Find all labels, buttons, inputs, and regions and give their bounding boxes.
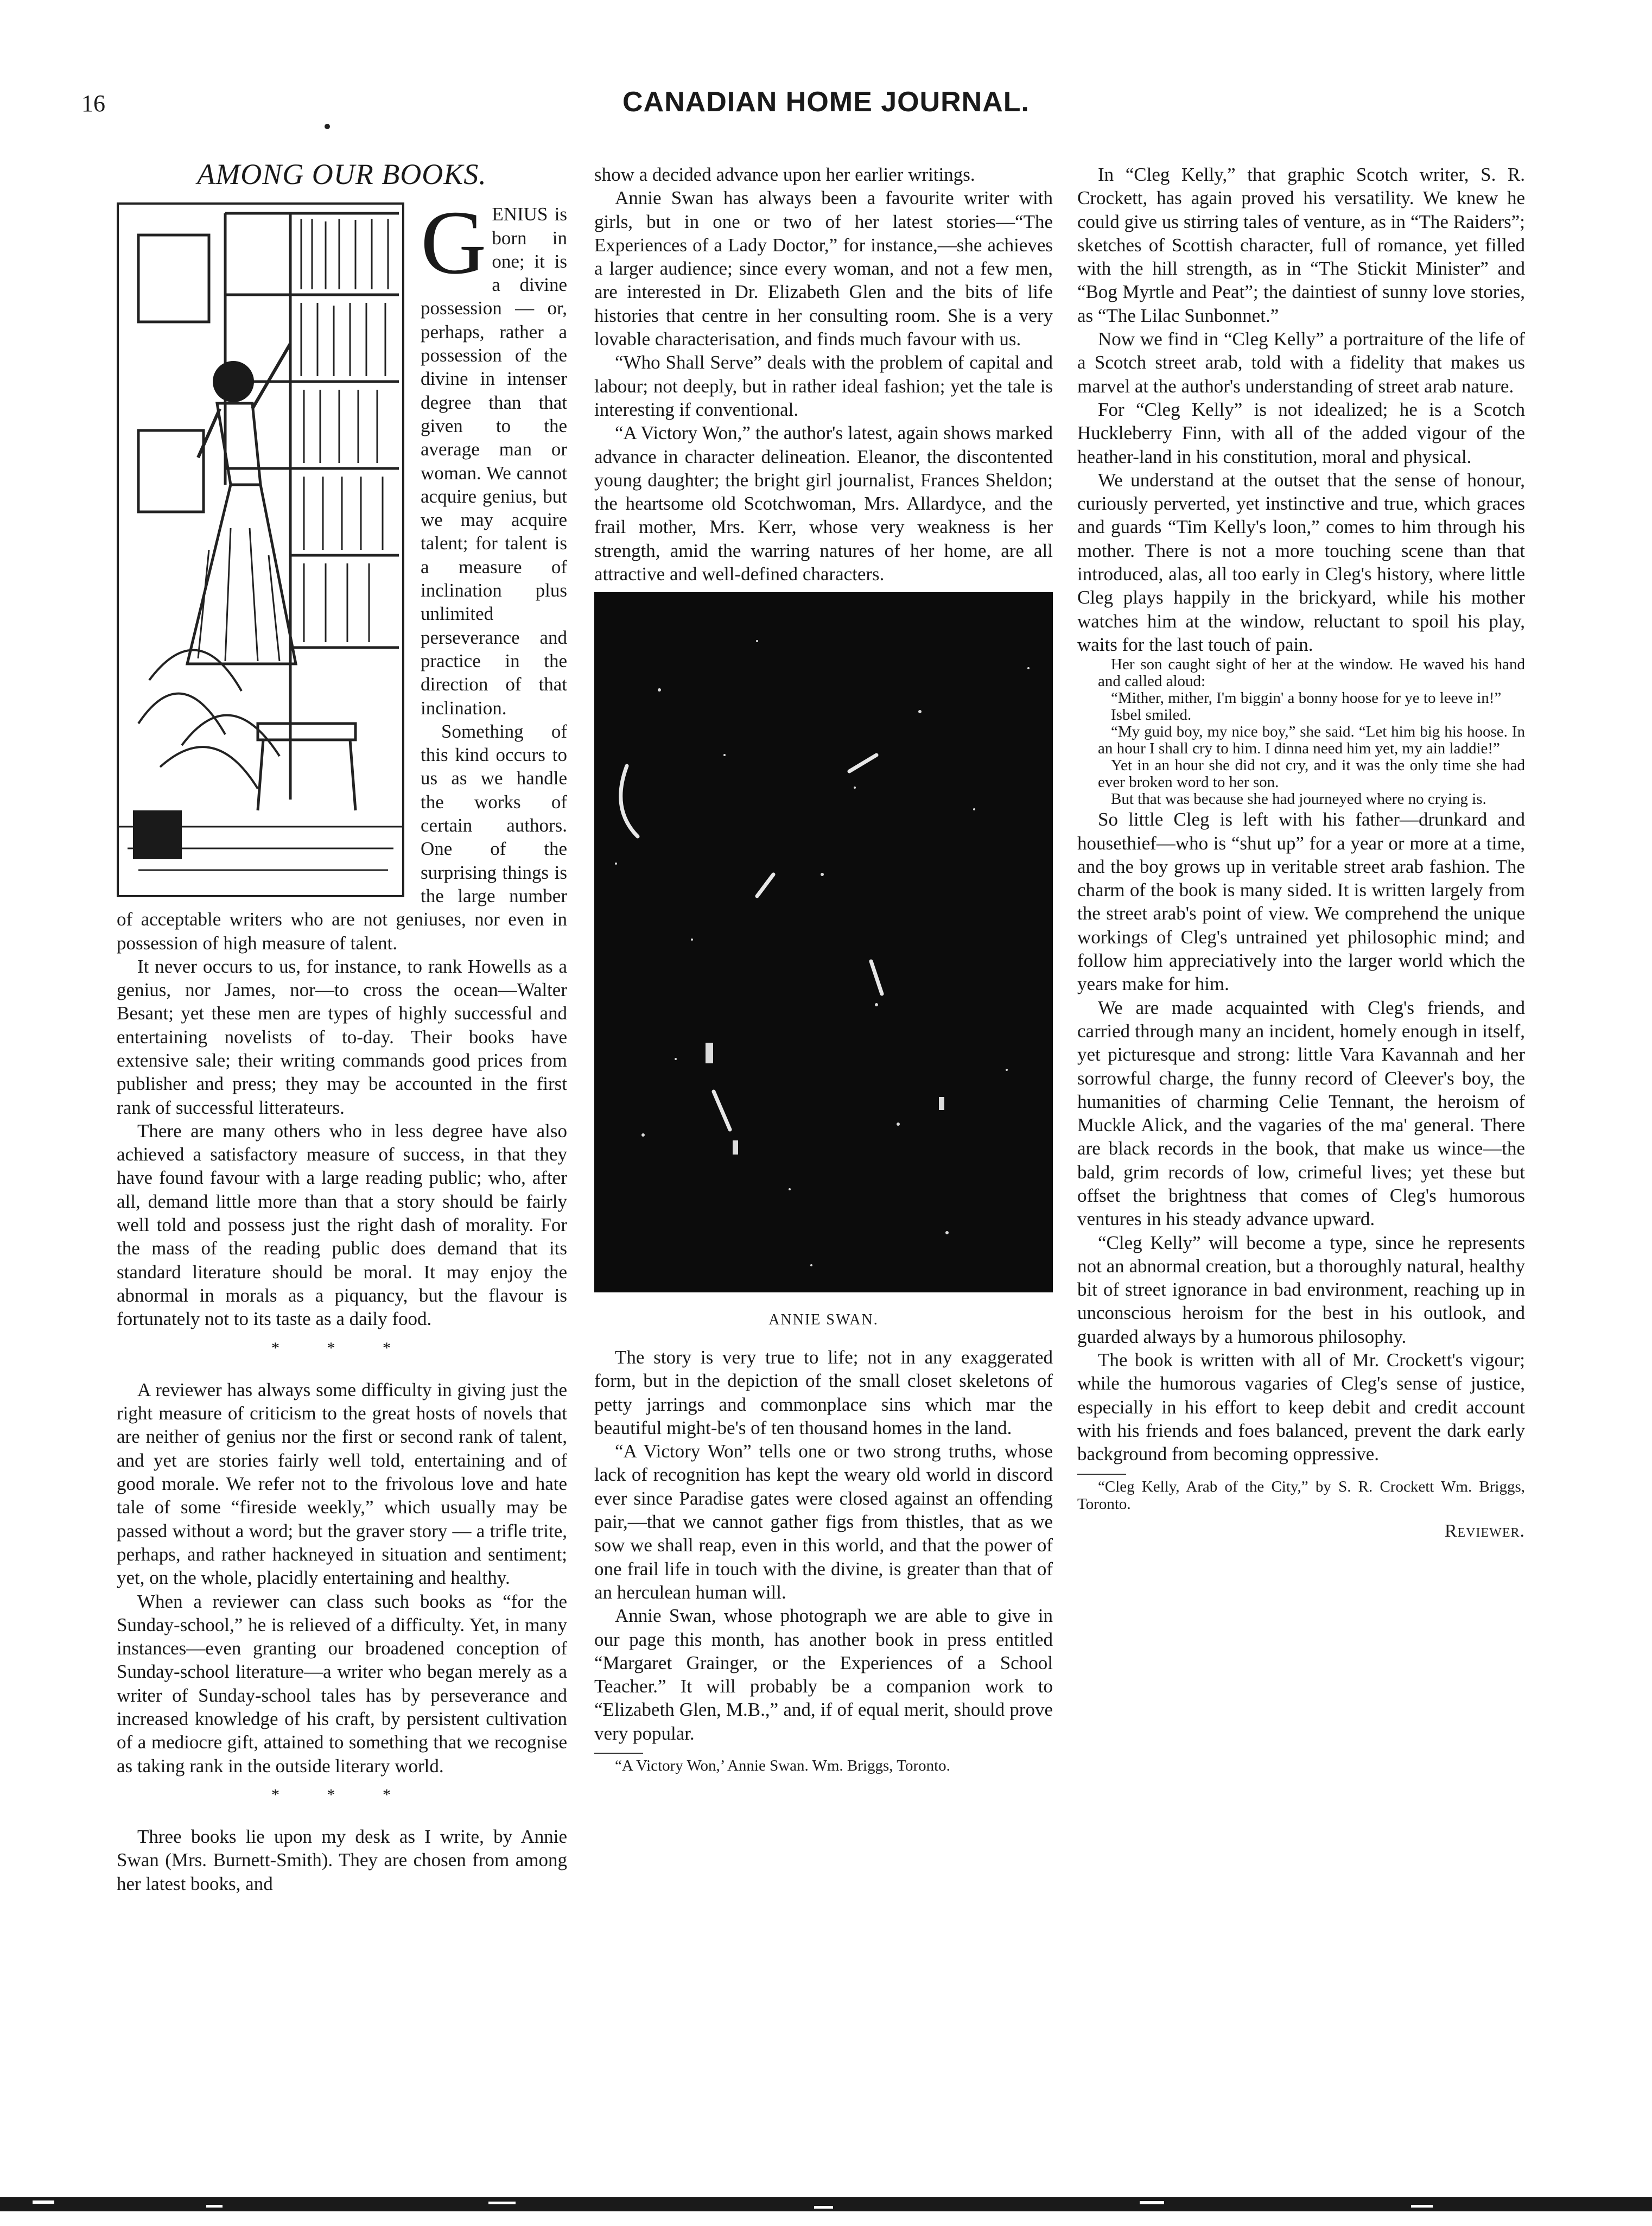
block-quote — [1098, 656, 1525, 808]
quote-line: Yet in an hour she did not cry, and it was the only time she had ever broken word to her son. — [1098, 757, 1525, 791]
footnote-victory-won: “A Victory Won,’ Annie Swan. Wm. Briggs, Toronto. — [615, 1756, 950, 1774]
paragraph-sunday-school: When a reviewer can class such books as “for the Sunday-school,” he is relieved of a difficulty. Yet, in many instances—even granting our broadened conception of Sunday-school literature—a writer who began merely as a writer of Sunday-school tales has by perseverance and increased knowledge of his craft, by persistent cultivation of a mediocre gift, attained to something that we recognise as taking rank in the outside literary world. — [117, 1590, 567, 1777]
reviewer-signature: Reviewer. — [1444, 1520, 1525, 1541]
footnote-rule — [594, 1753, 643, 1754]
footnote-rule — [1077, 1474, 1126, 1475]
paragraph-favourite-writer: Annie Swan has always been a favourite writer with girls, but in one or two of her latest stories—“The Experiences of a Lady Doctor,” for instance,—she achieves a larger audience; since every woman, and not a few men, are interested in Dr. Elizabeth Glen and the bits of life histories that centre in her consulting room. She is a very lovable characterisation, and finds much favour with us. — [594, 187, 1053, 350]
paragraph-reviewer: A reviewer has always some difficulty in giving just the right measure of criticism to the great hosts of novels that are neither of genius nor the first or second rank of talent, and yet are stories fairly well told, entertaining and of good morale. We refer not to the frivolous love and hate tale of some “fireside weekly,” which usually may be passed without a word; but the graver story — a trifle trite, perhaps, and rather hackneyed in situation and sentiment; yet, on the whole, placidly entertaining and healthy. — [117, 1379, 567, 1589]
decorative-bottom-border — [0, 2193, 1652, 2215]
paragraph-vigour: The book is written with all of Mr. Crockett's vigour; while the humorous vagaries of Cleg's sense of justice, especially in his effort to keep debit and credit account with his friends and foes balanced, prevent the dark early background from becoming oppressive. — [1077, 1349, 1525, 1465]
paragraph-genius: ENIUS is born in one; it is a divine possession — or, perhaps, rather a possession of the divine in intenser degree than that given to the average man or woman. We cannot acquire genius, but we may acquire talent; for talent is a measure of inclination plus unlimited perseverance and practice in the direction of that inclination. — [421, 204, 567, 719]
column-right — [1077, 163, 1525, 1543]
paragraph-acquainted: We are made acquainted with Cleg's friends, and carried through many an incident, homely enough in itself, yet picturesque and strong: little Vara Kavannah and her sorrowful charge, the funny record of Cleever's boy, the humanities of charming Celie Tennant, the heroism of Muckle Alick, and the vagaries of the ma' general. There are black records in the book, that make us wince—the bald, grim records of low, crimeful lives; yet these but offset the brightness that comes of Cleg's humorous ventures in his steady advance upward. — [1077, 997, 1525, 1230]
quote-line: “Mither, mither, I'm biggin' a bonny hoose for ye to leeve in!” — [1111, 689, 1502, 707]
woman-at-bookcase-illustration — [117, 202, 404, 897]
column-left — [117, 158, 567, 1895]
quote-line: Her son caught sight of her at the window. He waved his hand and called aloud: — [1098, 656, 1525, 690]
paragraph-left-with-father: So little Cleg is left with his father—drunkard and housethief—who is “shut up” for a year or more at a time, and the boy grows up in veritable street arab fashion. The charm of the book is many sided. It is written largely from the street arab's point of view. We comprehend the unique workings of Cleg's untrained yet philosophic mind; and follow him appreciatively into the larger world which the years make for him. — [1077, 809, 1525, 995]
paragraph-cleg-kelly: In “Cleg Kelly,” that graphic Scotch writer, S. R. Crockett, has again proved his versatility. We knew he could give us stirring tales of venture, as in “The Raiders”; sketches of Scottish character, full of romance, yet filled with the hill strength, as in “The Stickit Minister” and “Bog Myrtle and Peat”; the daintiest of sunny love stories, as “The Lilac Sunbonnet.” — [1077, 164, 1525, 326]
paragraph-many-others: There are many others who in less degree have also achieved a satisfactory measure of success, in that they have found favour with a large reading public; who, after all, demand little more than that a story should be fairly well told and possess just the right dash of morality. For the mass of the reading public does demand that its standard literature should be moral. It may enjoy the abnormal in morals as a piquancy, but the flavour is fortunately not to its taste as a daily food. — [117, 1120, 567, 1330]
paragraph-street-arab: Now we find in “Cleg Kelly” a portraiture of the life of a Scotch street arab, told with a fidelity that makes us marvel at the author's understanding of street arab nature. — [1077, 328, 1525, 397]
annie-swan-portrait-photo — [594, 592, 1053, 1292]
paragraph-strong-truths: “A Victory Won” tells one or two strong truths, whose lack of recognition has kept the weary old world in discord ever since Paradise gates were closed against an offending pair,—that we cannot gather figs from thistles, that as we sow we shall reap, even in this world, and that the power of one frail life in touch with the divine, is greater than that of an herculean human will. — [594, 1441, 1053, 1603]
paragraph-advance: show a decided advance upon her earlier writings. — [594, 164, 975, 185]
paragraph-become-a-type: “Cleg Kelly” will become a type, since he represents not an abnormal creation, but a thoroughly natural, healthy bit of street ignorance in bad environment, reaching up in unconscious heroism for the best in his outlook, and guarded always by a humorous philosophy. — [1077, 1232, 1525, 1347]
section-title: AMONG OUR BOOKS. — [197, 158, 487, 191]
section-divider: * * * — [271, 1785, 412, 1804]
paragraph-something: Something of this kind occurs to us as we handle the works of certain authors. One of the surprising things is the large number of acceptable writers who are not geniuses, nor even in possession of high measure of talent. — [117, 720, 567, 954]
page-number: 16 — [81, 90, 105, 117]
paragraph-true-to-life: The story is very true to life; not in any exaggerated form, but in the depiction of the small closet skeletons of petty jarrings and commonplace sins which mar the beautiful might-be's of ten thousand homes in the land. — [594, 1346, 1053, 1438]
paragraph-who-shall-serve: “Who Shall Serve” deals with the problem of capital and labour; not deeply, but in rather ideal fashion; yet the tale is interesting if conventional. — [594, 352, 1053, 420]
quote-line: But that was because she had journeyed where no crying is. — [1111, 790, 1486, 808]
paragraph-three-books: Three books lie upon my desk as I write, by Annie Swan (Mrs. Burnett-Smith). They are chosen from among her latest books, and — [117, 1826, 567, 1894]
section-divider: * * * — [271, 1339, 412, 1357]
paragraph-sense-of-honour: We understand at the outset that the sense of honour, curiously perverted, yet instinctive and true, which graces and guards “Tim Kelly's loon,” comes to him through his mother. There is not a more touching scene than that introduced, alas, all too early in Cleg's history, where little Cleg plays happily in the brickyard, while his mother watches him at the window, reluctant to spoil his play, waits for the last touch of pain. — [1077, 469, 1525, 655]
paragraph-photograph: Annie Swan, whose photograph we are able to give in our page this month, has another book in press entitled “Margaret Grainger, or the Experiences of a School Teacher.” It will probably be a companion work to “Elizabeth Glen, M.B.,” and, if of equal merit, should prove very popular. — [594, 1605, 1053, 1744]
photo-caption: ANNIE SWAN. — [768, 1311, 879, 1328]
paragraph-huckleberry: For “Cleg Kelly” is not idealized; he is a Scotch Huckleberry Finn, with all of the added vigour of the heather-land in his constitution, moral and physical. — [1077, 398, 1525, 467]
drop-cap: G — [421, 192, 487, 294]
paragraph-victory-won: “A Victory Won,” the author's latest, again shows marked advance in character delineation. Eleanor, the discontented young daughter; the bright girl journalist, Frances Sheldon; the heartsome old Scotchwoman, Mrs. Allardyce, and the frail mother, Mrs. Kerr, whose very weakness is her strength, amid the warring natures of her home, are all attractive and well-defined characters. — [594, 422, 1053, 585]
header-dot — [325, 124, 330, 129]
quote-line: Isbel smiled. — [1111, 706, 1192, 724]
journal-title: CANADIAN HOME JOURNAL. — [622, 86, 1030, 118]
quote-line: “My guid boy, my nice boy,” she said. “Let him big his hoose. In an hour I shall cry to him. I dinna need him yet, my ain laddie!” — [1098, 723, 1525, 758]
paragraph-howells: It never occurs to us, for instance, to rank Howells as a genius, nor James, nor—to cross the ocean—Walter Besant; yet these men are types of highly successful and entertaining novelists of to-day. Their books have extensive sale; their writing commands good prices from publisher and press; they may be accounted in the first rank of successful litterateurs. — [117, 955, 567, 1118]
footnote-cleg-kelly: “Cleg Kelly, Arab of the City,” by S. R. Crockett Wm. Briggs, Toronto. — [1077, 1477, 1525, 1513]
column-middle — [594, 163, 1053, 1774]
